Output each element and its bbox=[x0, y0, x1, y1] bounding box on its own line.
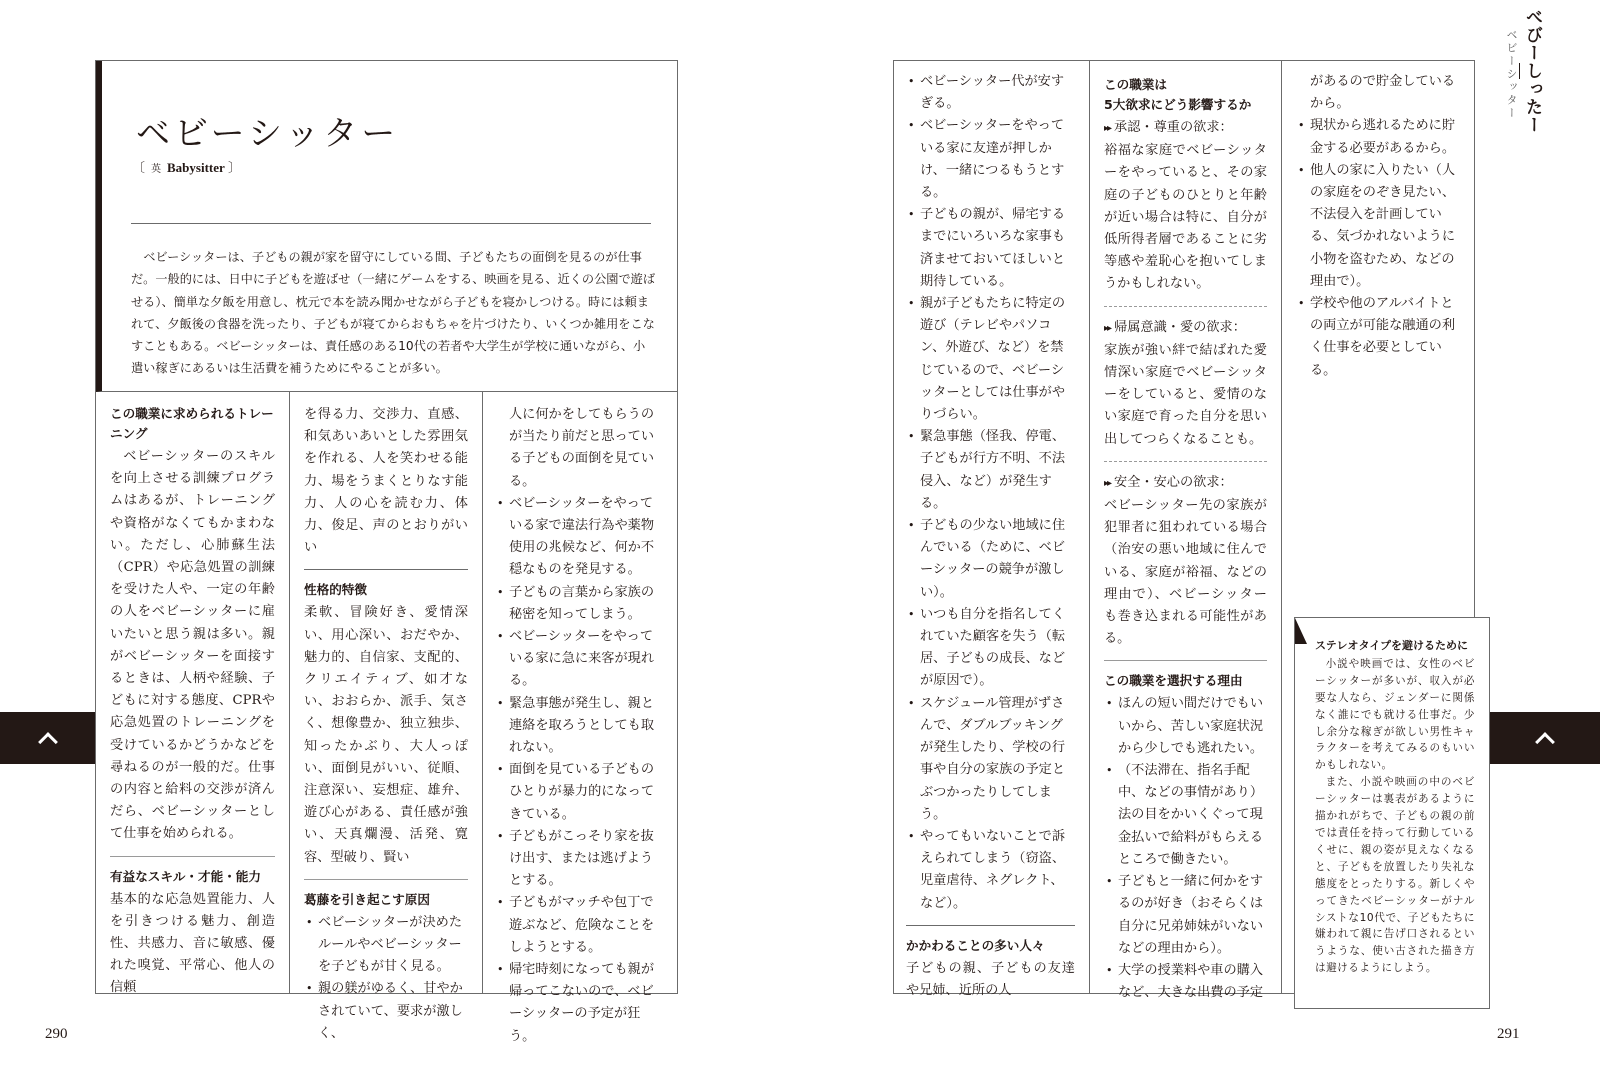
list-item: • ほんの短い間だけでもいいから、苦しい家庭状況から少しでも逃れたい。 bbox=[1104, 693, 1267, 760]
list-item: • ベビーシッターをやっている家で違法行為や薬物使用の兆候など、何か不穏なものを発見する。 bbox=[495, 493, 663, 582]
list-item: • 緊急事態が発生し、親と連絡を取ろうとしても取れない。 bbox=[495, 693, 663, 760]
dotted-divider bbox=[1104, 461, 1267, 462]
list-item: • 子どもの少ない地域に住んでいる（ために、ベビーシッターの競争が激しい）。 bbox=[906, 515, 1075, 604]
lang-mark: 英 bbox=[151, 164, 162, 175]
list-item: • （不法滞在、指名手配中、などの事情があり）法の目をかいくぐって現金払いで給料がもらえるところで働きたい。 bbox=[1104, 760, 1267, 871]
section-divider bbox=[304, 569, 468, 570]
page-number: 291 bbox=[1497, 1026, 1520, 1042]
next-tab-button[interactable] bbox=[1490, 712, 1600, 764]
english-term: Babysitter bbox=[167, 160, 225, 175]
list-item: • 親の躾がゆるく、甘やかされていて、要求が激しく、 bbox=[304, 978, 468, 1045]
list-item: • ベビーシッターが決めたルールやベビーシッターを子どもが甘く見る。 bbox=[304, 912, 468, 979]
stereotype-para-1: 小説や映画では、女性のベビーシッターが多いが、収入が必要な人なら、ジェンダーに関係なく誰にでも就ける仕事だ。少し余分な稼ぎが欲しい男性キャラクターを考えてみるのもいいかもしれない。 bbox=[1315, 657, 1475, 772]
reasons-list bbox=[1296, 115, 1460, 381]
need-label: ▸▸ 帰属意識・愛の欲求： bbox=[1104, 319, 1246, 335]
chevron-up-icon bbox=[1535, 732, 1555, 752]
need-body: 裕福な家庭でベビーシッターをやっていると、その家庭の子どものひとりと年齢が近い場合は特に、自分が低所得者層であることに劣等感や羞恥心を抱いてしまうかもしれない。 bbox=[1104, 143, 1267, 292]
list-item: • 帰宅時刻になっても親が帰ってこないので、ベビーシッターの予定が狂う。 bbox=[495, 959, 663, 1048]
list-item: • いつも自分を指名してくれていた顧客を失う（転居、子どもの成長、などが原因で）。 bbox=[906, 604, 1075, 693]
stereotype-para-2: また、小説や映画の中のベビーシッターは裏表があるように描かれがちで、子どもの親の前では責任を持って行動しているくせに、親の姿が見えなくなると、子どもを放置したり失礼な態度をとったりする。新しくやってきたベビーシッターがナルシストな10代で、子どもたちに嫌われて親に告げ口されるというような、使い古された描き方は避けるようにしよう。 bbox=[1315, 776, 1475, 975]
section-divider bbox=[304, 879, 468, 880]
skills-heading: 有益なスキル・才能・能力 bbox=[110, 868, 261, 884]
page-number: 290 bbox=[45, 1026, 68, 1042]
running-head-kana: べびーしったー bbox=[1522, 8, 1542, 134]
list-item: • 子どもの言葉から家族の秘密を知ってしまう。 bbox=[495, 582, 663, 626]
running-head-katakana: ベビーシッター bbox=[1505, 28, 1518, 120]
intro-paragraph: ベビーシッターは、子どもの親が家を留守にしている間、子どもたちの面倒を見るのが仕事だ。一般的には、日中に子どもを遊ばせ（一緒にゲームをする、映画を見る、近くの公園で遊ばせる）、簡単な夕飯を用意し、枕元で本を読み聞かせながら子どもを寝かしつける。時には頼まれて、夕飯後の食器を洗ったり、子どもが寝てからおもちゃを片づけたり、いくつか雑用をこなすこともある。ベビーシッターは、責任感のある10代の若者や大学生が学校に通いながら、小遣い稼ぎにあるいは生活費を補うためにやることが多い。 bbox=[131, 250, 656, 376]
double-arrow-icon: ▸▸ bbox=[1104, 123, 1111, 134]
people-body: 子どもの親、子どもの友達や兄姉、近所の人 bbox=[906, 960, 1075, 998]
list-item: • 子どもと一緒に何かをするのが好き（おそらくは自分に兄弟姉妹がいないなどの理由から）。 bbox=[1104, 871, 1267, 960]
left-columns bbox=[96, 392, 677, 1044]
title-divider bbox=[131, 223, 651, 224]
section-divider bbox=[1104, 660, 1267, 661]
list-item: • 緊急事態（怪我、停電、子どもが行方不明、不法侵入、など）が発生する。 bbox=[906, 426, 1075, 515]
double-arrow-icon: ▸▸ bbox=[1104, 322, 1111, 334]
list-item: • 学校や他のアルバイトとの両立が可能な融通の利く仕事を必要としている。 bbox=[1296, 293, 1460, 382]
running-head bbox=[1503, 8, 1545, 134]
prev-tab-button[interactable] bbox=[0, 712, 95, 764]
need-body: 家族が強い絆で結ばれた愛情深い家庭でベビーシッターをしていると、愛情のない家庭で育った自分を思い出してつらくなることも。 bbox=[1104, 342, 1267, 447]
english-subtitle: 〔 英 Babysitter 〕 bbox=[132, 160, 242, 175]
list-item: • ベビーシッター代が安すぎる。 bbox=[906, 71, 1075, 115]
chevron-up-icon bbox=[38, 732, 58, 752]
personality-heading: 性格的特徴 bbox=[304, 582, 367, 598]
conflict-list bbox=[304, 912, 468, 1045]
column-4 bbox=[894, 61, 1089, 998]
conflict-heading: 葛藤を引き起こす原因 bbox=[304, 891, 430, 907]
stereotype-callout bbox=[1294, 617, 1490, 1009]
list-item: • ベビーシッターをやっている家に急に来客が現れる。 bbox=[495, 626, 663, 693]
training-heading: この職業に求められるトレーニング bbox=[110, 406, 274, 441]
list-item: • 現状から逃れるために貯金する必要があるから。 bbox=[1296, 115, 1460, 159]
need-body: ベビーシッター先の家族が犯罪者に狙われている場合（治安の悪い地域に住んでいる、家庭が裕福、などの理由で）、ベビーシッターも巻き込まれる可能性がある。 bbox=[1104, 498, 1267, 647]
conflict-list bbox=[495, 493, 663, 1048]
list-item: • スケジュール管理がずさんで、ダブルブッキングが発生したり、学校の行事や自分の家族の予定とぶつかったりしてしまう。 bbox=[906, 693, 1075, 826]
list-item: • 子どもの親が、帰宅するまでにいろいろな家事も済ませておいてほしいと期待している。 bbox=[906, 204, 1075, 293]
list-item: • やってもいないことで訴えられてしまう（窃盗、児童虐待、ネグレクト、など）。 bbox=[906, 826, 1075, 915]
corner-tab-decoration bbox=[1295, 618, 1307, 644]
list-item-continuation: 人に何かをしてもらうのが当たり前だと思っている子どもの面倒を見ている。 bbox=[509, 407, 655, 489]
dotted-divider bbox=[1104, 306, 1267, 307]
list-item: • 大学の授業料や車の購入など、大きな出費の予定 bbox=[1104, 960, 1267, 1004]
section-divider bbox=[110, 856, 275, 857]
list-item: • 親が子どもたちに特定の遊び（テレビやパソコン、外遊び、など）を禁じているので、ベビーシッターとしては仕事がやりづらい。 bbox=[906, 293, 1075, 426]
list-item: • 子どもがこっそり家を抜け出す、または逃げようとする。 bbox=[495, 826, 663, 893]
needs-heading: この職業は 5大欲求にどう影響するか bbox=[1104, 77, 1252, 112]
list-item-continuation: があるので貯金しているから。 bbox=[1310, 74, 1456, 112]
column-5 bbox=[1089, 61, 1281, 1001]
people-heading: かかわることの多い人々 bbox=[906, 937, 1045, 953]
list-item: • 子どもがマッチや包丁で遊ぶなど、危険なことをしようとする。 bbox=[495, 892, 663, 959]
running-head-divider bbox=[1519, 63, 1520, 79]
stereotype-heading: ステレオタイプを避けるために bbox=[1315, 639, 1469, 652]
need-label: ▸▸ 承認・尊重の欲求： bbox=[1104, 120, 1233, 135]
need-label: ▸▸ 安全・安心の欲求： bbox=[1104, 474, 1233, 490]
list-item: • 面倒を見ている子どものひとりが暴力的になってきている。 bbox=[495, 759, 663, 826]
column-2 bbox=[289, 392, 482, 1041]
training-body: ベビーシッターのスキルを向上させる訓練プログラムはあるが、トレーニングや資格がなくてもかまわない。ただし、心肺蘇生法（CPR）や応急処置の訓練を受けた人や、一定の年齢の人をベビーシッターに雇いたいと思う親は多い。親がベビーシッターを面接するときは、人柄や経験、子どもに対する態度、CPRや応急処置のトレーニングを受けているかどうかなどを尋ねるのが一般的だ。仕事の内容と給料の交渉が済んだら、ベビーシッターとして仕事を始められる。 bbox=[110, 449, 275, 842]
skills-body-part1: 基本的な応急処置能力、人を引きつける魅力、創造性、共感力、音に敏感、優れた嗅覚、平常心、他人の信頼 bbox=[110, 891, 275, 996]
reasons-heading: この職業を選択する理由 bbox=[1104, 673, 1243, 689]
entry-frame bbox=[95, 60, 678, 1044]
list-item: • ベビーシッターをやっている家に友達が押しかけ、一緒につるもうとする。 bbox=[906, 115, 1075, 204]
title-block bbox=[96, 61, 677, 392]
conflict-list-continued bbox=[906, 71, 1075, 915]
column-1 bbox=[96, 392, 289, 996]
personality-body: 柔軟、冒険好き、愛情深い、用心深い、おだやか、魅力的、自信家、支配的、クリエイティブ、如才ない、おおらか、派手、気さく、想像豊か、独立独歩、知ったかぶり、大人っぽい、面倒見がいい、従順、注意深い、妄想症、雄弁、遊び心がある、責任感が強い、天真爛漫、活発、寛容、型破り、賢い bbox=[304, 605, 468, 865]
page-title: ベビーシッター bbox=[136, 114, 400, 154]
column-3 bbox=[482, 392, 677, 1044]
reasons-list bbox=[1104, 693, 1267, 1004]
list-item: • 他人の家に入りたい（人の家庭をのぞき見たい、不法侵入を計画している、気づかれないように小物を盗むため、などの理由で）。 bbox=[1296, 160, 1460, 293]
section-divider bbox=[906, 925, 1075, 926]
double-arrow-icon: ▸▸ bbox=[1104, 477, 1111, 489]
skills-body-part2: を得る力、交渉力、直感、和気あいあいとした雰囲気を作れる、人を笑わせる能力、場をうまくとりなす能力、人の心を読む力、体力、俊足、声のとおりがいい bbox=[304, 407, 468, 556]
